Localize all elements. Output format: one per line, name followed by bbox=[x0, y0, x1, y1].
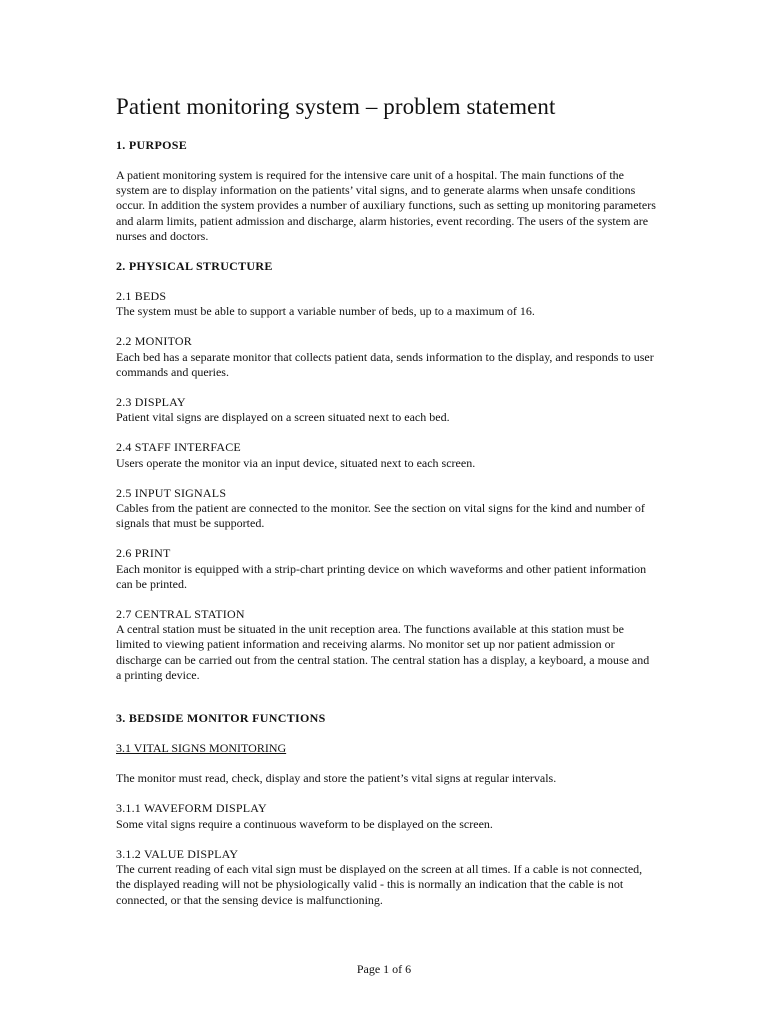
subsection-display bbox=[116, 395, 656, 425]
subsection-heading: 3.1.1 WAVEFORM DISPLAY bbox=[116, 801, 267, 816]
section-heading-purpose: 1. PURPOSE bbox=[116, 138, 188, 152]
page-number: Page 1 of 6 bbox=[356, 962, 412, 976]
subsection-body: A central station must be situated in the unit reception area. The functions available at this station must be limited to viewing patient information and receiving alarms. No monitor set up nor patient admission or discharge can be carried out from the central station. The central station has a display, a keyboard, a mouse and a printing device. bbox=[116, 622, 650, 682]
subsection-body: The system must be able to support a variable number of beds, up to a maximum of 16. bbox=[116, 304, 535, 319]
subsection-heading: 3.1.2 VALUE DISPLAY bbox=[116, 846, 239, 861]
document-page bbox=[116, 92, 656, 923]
subsection-body: Patient vital signs are displayed on a screen situated next to each bed. bbox=[116, 410, 450, 425]
subsection-heading: 2.6 PRINT bbox=[116, 546, 171, 561]
subsection-input-signals bbox=[116, 486, 656, 532]
document-title: Patient monitoring system – problem statement bbox=[116, 94, 556, 119]
subsection-value-display bbox=[116, 847, 656, 908]
purpose-paragraph: A patient monitoring system is required for the intensive care unit of a hospital. The main functions of the system are to display information on the patients’ vital signs, and to generate alarms when unsafe conditions occur. In addition the system provides a number of auxiliary functions, such as setting up monitoring parameters and alarm limits, patient admission and discharge, alarm histories, event recording. The users of the system are nurses and doctors. bbox=[116, 168, 656, 243]
subsection-central-station bbox=[116, 607, 656, 683]
section-heading-bedside-monitor-functions: 3. BEDSIDE MONITOR FUNCTIONS bbox=[116, 711, 326, 726]
subsection-staff-interface bbox=[116, 440, 656, 470]
subsection-heading: 2.1 BEDS bbox=[116, 289, 167, 304]
subsection-print bbox=[116, 546, 656, 592]
subsection-waveform-display bbox=[116, 801, 656, 831]
section-heading-physical-structure: 2. PHYSICAL STRUCTURE bbox=[116, 259, 273, 274]
subsection-heading: 2.2 MONITOR bbox=[116, 334, 192, 349]
subsection-heading: 2.4 STAFF INTERFACE bbox=[116, 440, 241, 455]
subsection-body: Some vital signs require a continuous waveform to be displayed on the screen. bbox=[116, 816, 493, 831]
subheading-vital-signs-monitoring: 3.1 VITAL SIGNS MONITORING bbox=[116, 741, 287, 756]
subsection-body: Each bed has a separate monitor that collects patient data, sends information to the display, and responds to user commands and queries. bbox=[116, 349, 654, 379]
subsection-heading: 2.5 INPUT SIGNALS bbox=[116, 485, 227, 500]
subsection-body: The current reading of each vital sign must be displayed on the screen at all times. If a cable is not connected, the displayed reading will not be physiologically valid - this is normally an indication that the cable is not connected, or that the sensing device is malfunctioning. bbox=[116, 862, 643, 907]
subsection-body: Users operate the monitor via an input device, situated next to each screen. bbox=[116, 455, 476, 470]
subsection-body: Each monitor is equipped with a strip-chart printing device on which waveforms and other patient information can be printed. bbox=[116, 561, 647, 591]
subsection-body: Cables from the patient are connected to the monitor. See the section on vital signs for the kind and number of signals that must be supported. bbox=[116, 501, 645, 531]
vital-signs-intro: The monitor must read, check, display and store the patient’s vital signs at regular intervals. bbox=[116, 771, 557, 786]
subsection-beds bbox=[116, 289, 656, 319]
subsection-heading: 2.3 DISPLAY bbox=[116, 395, 186, 410]
subsection-heading: 2.7 CENTRAL STATION bbox=[116, 607, 245, 622]
subsection-monitor bbox=[116, 334, 656, 380]
